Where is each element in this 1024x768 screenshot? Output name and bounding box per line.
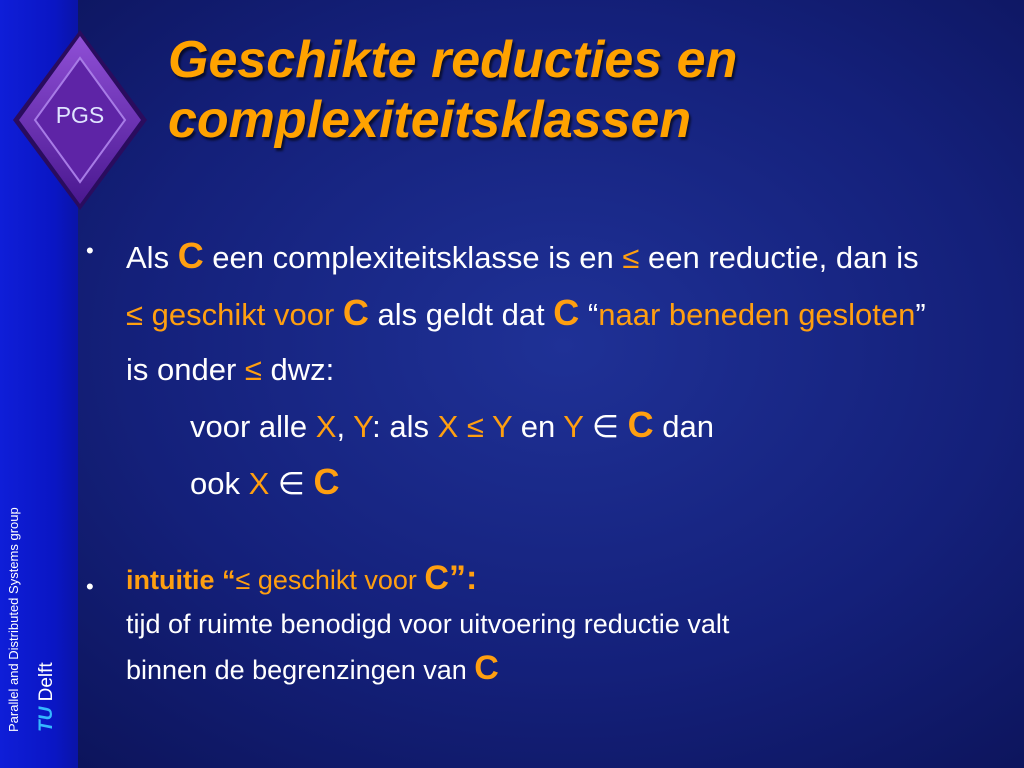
b2-line-3-text: binnen de begrenzingen van [126, 655, 475, 685]
b2-C2: C [474, 649, 499, 687]
title-line-1: Geschikte reducties en [168, 31, 738, 89]
b1-l1b: : als [372, 409, 438, 444]
tu-mark: TU [36, 706, 57, 732]
b1-l1Y3: Y [563, 409, 584, 444]
b1-c1: C [177, 235, 204, 276]
b1-t1: Als [126, 240, 178, 275]
b2-C: C”: [424, 559, 478, 597]
b1-line-voor-alle [126, 397, 926, 454]
b1-c2: C [342, 292, 369, 333]
b1-l1comma: , [336, 409, 354, 444]
b1-t8: ” is onder [126, 297, 926, 387]
tu-delft-logo [36, 612, 58, 732]
b1-le3: ≤ [244, 352, 262, 387]
b1-l1a: voor alle [190, 409, 316, 444]
b1-t3: een reductie, dan is [639, 240, 919, 275]
b1-l2in: ∈ [269, 466, 314, 501]
b1-l1le: ≤ [458, 409, 492, 444]
logo-text: PGS [55, 102, 105, 128]
b1-l1in: ∈ [583, 409, 628, 444]
b1-le2: ≤ [126, 297, 144, 332]
b2-line-1 [126, 556, 946, 602]
title-line-2: complexiteitsklassen [168, 91, 692, 149]
b1-l1Y2: Y [491, 409, 513, 444]
tu-text: Delft [36, 662, 57, 702]
b1-l2C: C [313, 461, 340, 502]
b2-line-3 [126, 646, 946, 692]
group-caption [6, 432, 21, 732]
b1-t9: dwz: [261, 352, 335, 387]
bullet-2-text [126, 556, 946, 692]
bullet-2-marker: • [86, 574, 94, 599]
bullet-1-text [126, 228, 926, 511]
b1-c3: C [553, 292, 580, 333]
b1-t7: naar beneden gesloten [598, 297, 916, 332]
b1-l1c: en [512, 409, 564, 444]
b1-l1d: dan [653, 409, 714, 444]
b1-line-ook [126, 454, 926, 511]
b1-l1X: X [315, 409, 337, 444]
slide-title [168, 30, 1008, 150]
b2-geschikt: geschikt voor [250, 565, 425, 595]
b1-t5: als geldt dat [368, 297, 554, 332]
b2-le: ≤ [235, 565, 251, 595]
b1-le1: ≤ [622, 240, 640, 275]
bullet-1-marker: • [86, 238, 94, 263]
b1-t4: geschikt voor [143, 297, 343, 332]
b1-l2X: X [248, 466, 270, 501]
b1-t2: een complexiteitsklasse is en [203, 240, 623, 275]
b1-l1C: C [627, 404, 654, 445]
b1-l1Y: Y [353, 409, 373, 444]
group-caption-text: Parallel and Distributed Systems group [6, 507, 21, 732]
b2-line-2: tijd of ruimte benodigd voor uitvoering reductie valt [126, 609, 730, 639]
b1-l2a: ook [190, 466, 249, 501]
b2-intuitie: intuitie “ [126, 565, 236, 595]
b1-l1X2: X [437, 409, 459, 444]
b1-t6: “ [579, 297, 599, 332]
